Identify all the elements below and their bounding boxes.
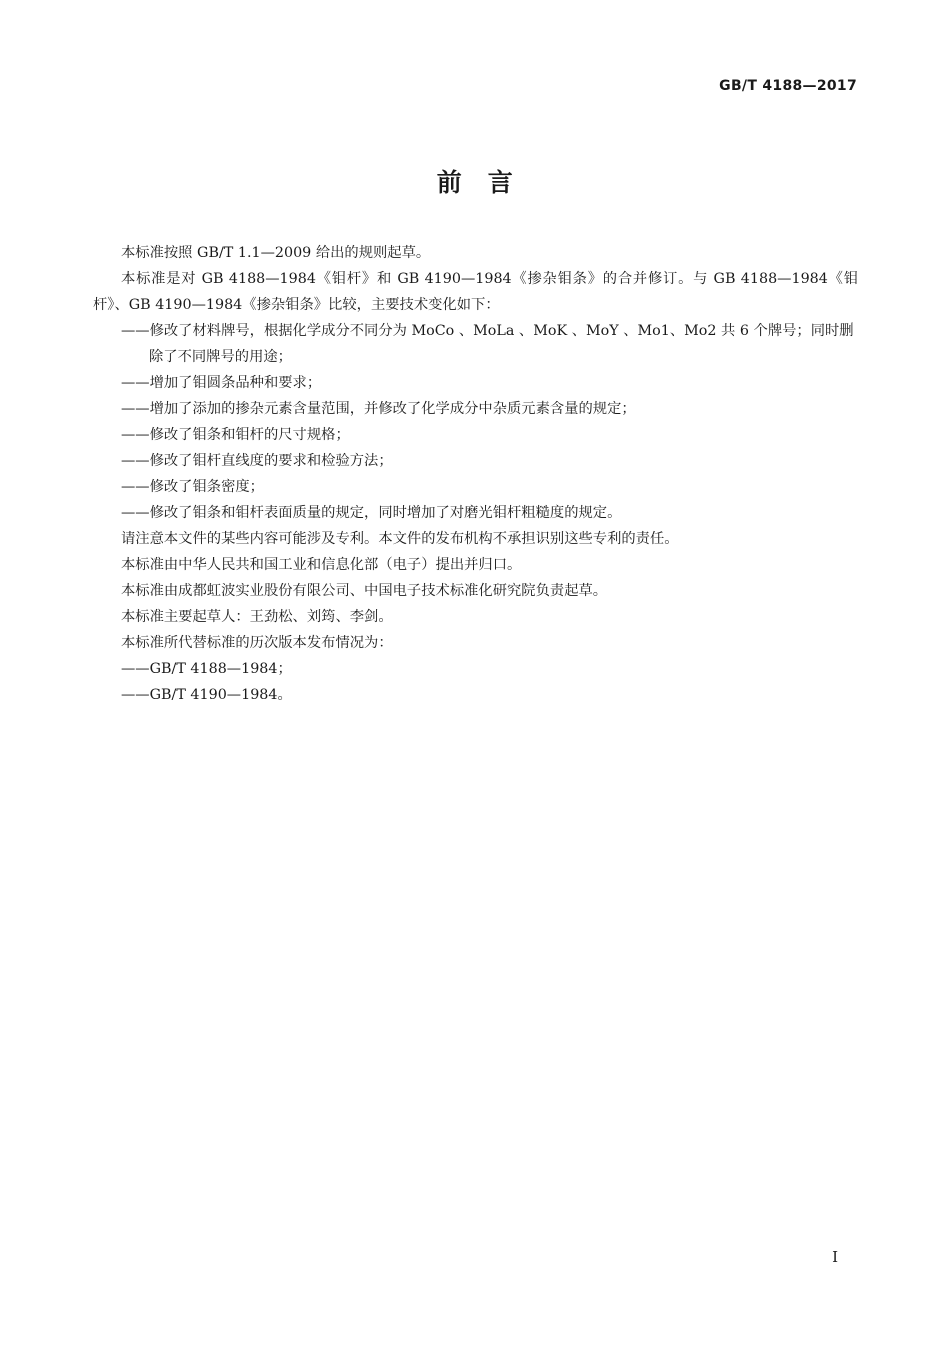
paragraph-proposer: 本标准由中华人民共和国工业和信息化部（电子）提出并归口。 (121, 557, 522, 573)
change-item: ——修改了钼条密度； (121, 479, 264, 495)
paragraph-drafting-org: 本标准由成都虹波实业股份有限公司、中国电子技术标准化研究院负责起草。 (121, 583, 608, 599)
change-item: ——增加了添加的掺杂元素含量范围，并修改了化学成分中杂质元素含量的规定； (121, 401, 636, 417)
paragraph-patent-notice: 请注意本文件的某些内容可能涉及专利。本文件的发布机构不承担识别这些专利的责任。 (121, 531, 679, 547)
paragraph-drafters: 本标准主要起草人：王劲松、刘筠、李剑。 (121, 609, 393, 625)
standard-code: GB/T 4188—2017 (719, 78, 857, 94)
replaced-version-item: ——GB/T 4188—1984； (121, 661, 292, 677)
change-item: ——修改了钼杆直线度的要求和检验方法； (121, 453, 393, 469)
change-item: ——修改了钼条和钼杆的尺寸规格； (121, 427, 350, 443)
change-item: ——增加了钼圆条品种和要求； (121, 375, 322, 391)
foreword-body (93, 240, 858, 708)
paragraph-version-history: 本标准所代替标准的历次版本发布情况为： (121, 635, 393, 651)
change-item: ——修改了钼条和钼杆表面质量的规定，同时增加了对磨光钼杆粗糙度的规定。 (121, 505, 622, 521)
page-number: I (832, 1248, 838, 1266)
paragraph-revision-summary: 本标准是对 GB 4188—1984《钼杆》和 GB 4190—1984《掺杂钼条》的合并修订。与 GB 4188—1984《钼杆》、GB 4190—1984《掺杂钼条》比较，主要技术变化如下： (93, 271, 858, 313)
replaced-version-item: ——GB/T 4190—1984。 (121, 687, 292, 703)
paragraph-drafting-rules: 本标准按照 GB/T 1.1—2009 给出的规则起草。 (121, 245, 431, 261)
page-title: 前 言 (436, 168, 514, 197)
change-item: ——修改了材料牌号，根据化学成分不同分为 MoCo 、MoLa 、MoK 、MoY 、Mo1、Mo2 共 6 个牌号；同时删除了不同牌号的用途； (121, 323, 854, 365)
